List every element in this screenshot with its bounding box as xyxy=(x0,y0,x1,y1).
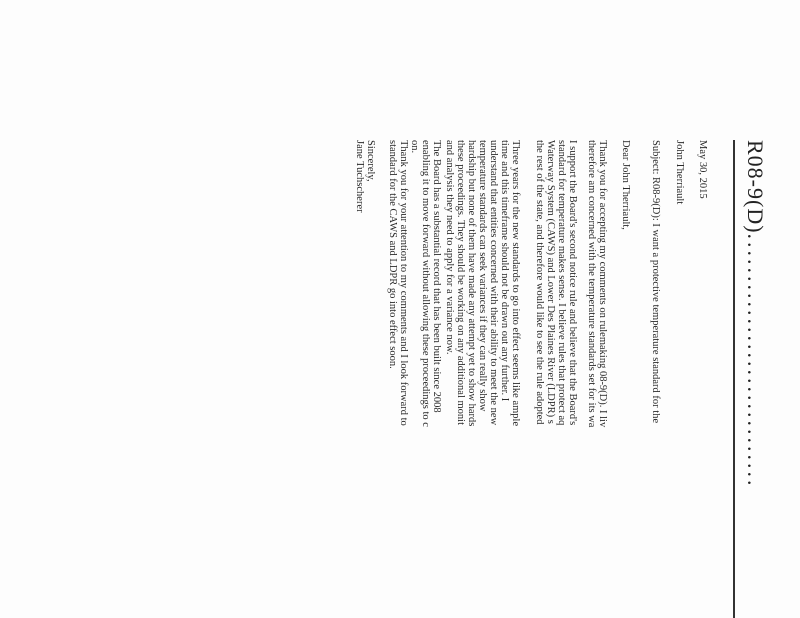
header-dots: .............................. xyxy=(743,233,768,489)
paragraph-1 xyxy=(586,140,608,618)
closing: Sincerely, xyxy=(365,140,376,182)
text-line: Waterway System (CAWS) and Lower Des Plaines River (LDPR) s xyxy=(545,140,556,424)
text-line: therefore am concerned with the temperature standards set for its wa xyxy=(586,140,597,428)
paragraph-5 xyxy=(387,140,409,618)
text-line: time and this timeframe should not be drawn out any further. I xyxy=(499,140,510,402)
text-line: I support the Board's second notice rule and believe that the Board's xyxy=(567,140,578,426)
salutation: Dear John Therriault, xyxy=(620,140,631,230)
paragraph-4 xyxy=(409,140,442,618)
header-rule xyxy=(733,140,735,618)
text-line: understand that entities concerned with their ability to meet the new xyxy=(488,140,499,426)
signature-name: Jane Tuchscherer xyxy=(354,140,365,213)
text-line: The Board has a substantial record that has been built since 2008 xyxy=(431,140,442,413)
text-line: Thank you for accepting my comments on rulemaking 08-9(D). I liv xyxy=(597,140,608,428)
letter-date: May 30, 2015 xyxy=(697,140,708,199)
document-header xyxy=(738,140,768,618)
text-line: standard for the CAWS and LDPR go into effect soon. xyxy=(387,140,398,369)
text-line: Three years for the new standards to go into effect seems like ample xyxy=(510,140,521,427)
text-line: temperature standards can seek variances if they can really show xyxy=(477,140,488,412)
text-line: Thank you for your attention to my comments and I look forward to xyxy=(398,140,409,426)
text-line: hardship but none of them have made any attempt yet to show hards xyxy=(466,140,477,427)
text-line: standard for temperature makes sense. I believe rules that protect aq xyxy=(556,140,567,426)
paragraph-2 xyxy=(534,140,578,618)
recipient-name: John Therriault xyxy=(674,140,685,205)
text-line: and analysis they need to apply for a variance now. xyxy=(444,140,455,355)
text-line: these proceedings. They should be working on any additional monit xyxy=(455,140,466,426)
text-line: the rest of the state, and therefore would like to see the rule adopted xyxy=(534,140,545,425)
text-line: on. xyxy=(409,140,420,154)
docket-number: R08-9(D) xyxy=(743,140,768,234)
paragraph-3 xyxy=(444,140,521,618)
text-line: enabling it to move forward without allowing these proceedings to c xyxy=(420,140,431,427)
letter-content xyxy=(228,140,768,618)
subject-line: Subject: R08-9(D): I want a protective temperature standard for the xyxy=(650,140,661,424)
